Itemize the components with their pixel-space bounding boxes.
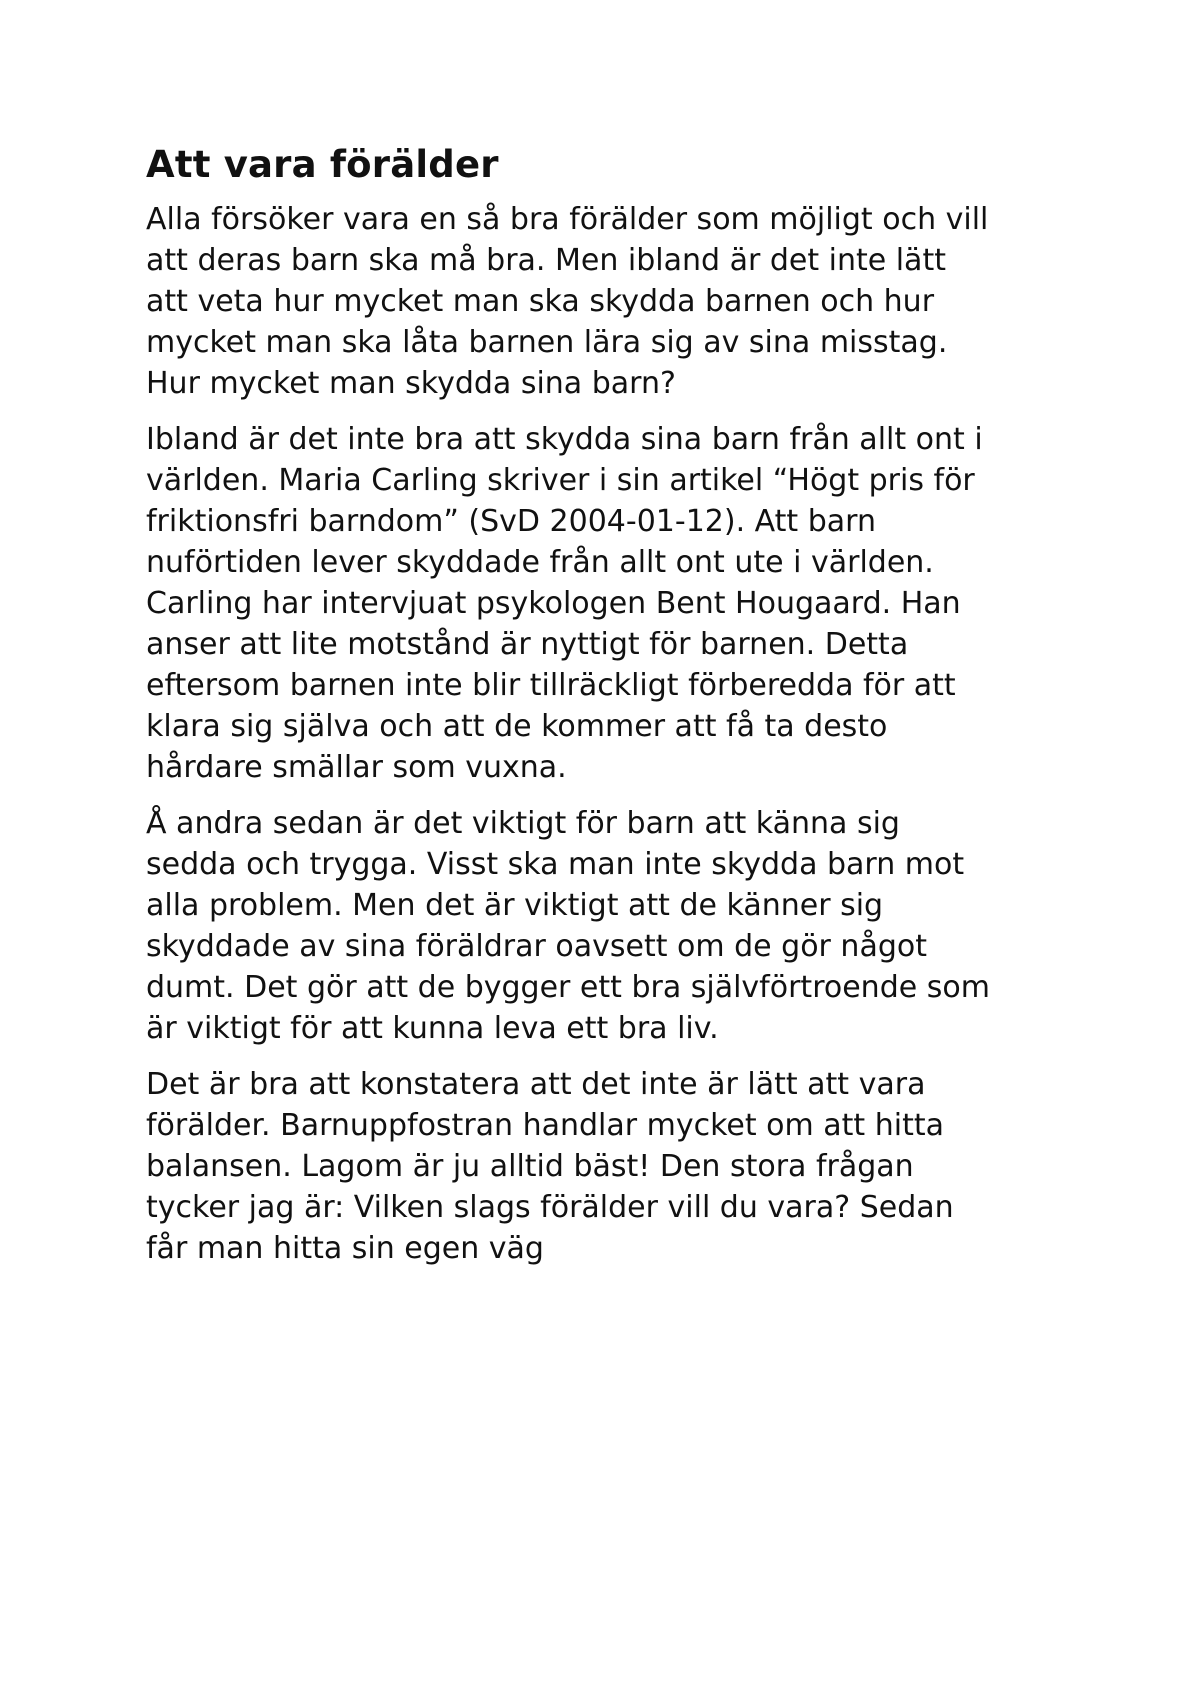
paragraph-line: sedda och trygga. Visst ska man inte skydda barn mot xyxy=(146,847,965,882)
paragraph-line: Det är bra att konstatera att det inte är lätt att vara xyxy=(146,1067,926,1102)
paragraph-line: klara sig själva och att de kommer att få ta desto xyxy=(146,709,888,744)
paragraph-line: Alla försöker vara en så bra förälder som möjligt och vill xyxy=(146,202,989,237)
paragraph-line: anser att lite motstånd är nyttigt för barnen. Detta xyxy=(146,627,909,662)
paragraph-line: skyddade av sina föräldrar oavsett om de gör något xyxy=(146,929,927,964)
paragraph-3 xyxy=(146,803,1076,1049)
paragraph-line: eftersom barnen inte blir tillräckligt förberedda för att xyxy=(146,668,956,703)
paragraph-line: nuförtiden lever skyddade från allt ont ute i världen. xyxy=(146,545,934,580)
document-title: Att vara förälder xyxy=(146,143,499,186)
paragraph-line: Ibland är det inte bra att skydda sina barn från allt ont i xyxy=(146,422,983,457)
document-body xyxy=(146,140,1076,1284)
paragraph-line: Å andra sedan är det viktigt för barn att känna sig xyxy=(146,806,900,841)
paragraph-line: hårdare smällar som vuxna. xyxy=(146,750,567,785)
paragraph-line: att deras barn ska må bra. Men ibland är det inte lätt xyxy=(146,243,946,278)
paragraph-4 xyxy=(146,1064,1076,1269)
paragraph-line: Carling har intervjuat psykologen Bent Hougaard. Han xyxy=(146,586,961,621)
paragraph-line: alla problem. Men det är viktigt att de känner sig xyxy=(146,888,884,923)
paragraph-line: dumt. Det gör att de bygger ett bra självförtroende som xyxy=(146,970,990,1005)
paragraph-line: tycker jag är: Vilken slags förälder vill du vara? Sedan xyxy=(146,1190,954,1225)
paragraph-line: världen. Maria Carling skriver i sin artikel “Högt pris för xyxy=(146,463,975,498)
paragraph-line: att veta hur mycket man ska skydda barnen och hur xyxy=(146,284,935,319)
paragraph-line: balansen. Lagom är ju alltid bäst! Den stora frågan xyxy=(146,1149,914,1184)
paragraph-line: mycket man ska låta barnen lära sig av sina misstag. xyxy=(146,325,948,360)
paragraph-1 xyxy=(146,199,1076,404)
paragraph-line: får man hitta sin egen väg xyxy=(146,1231,544,1266)
paragraph-line: är viktigt för att kunna leva ett bra liv. xyxy=(146,1011,719,1046)
paragraph-2 xyxy=(146,419,1076,788)
paragraph-line: förälder. Barnuppfostran handlar mycket om att hitta xyxy=(146,1108,944,1143)
paragraph-line: friktionsfri barndom” (SvD 2004-01-12). Att barn xyxy=(146,504,876,539)
paragraph-line: Hur mycket man skydda sina barn? xyxy=(146,366,676,401)
